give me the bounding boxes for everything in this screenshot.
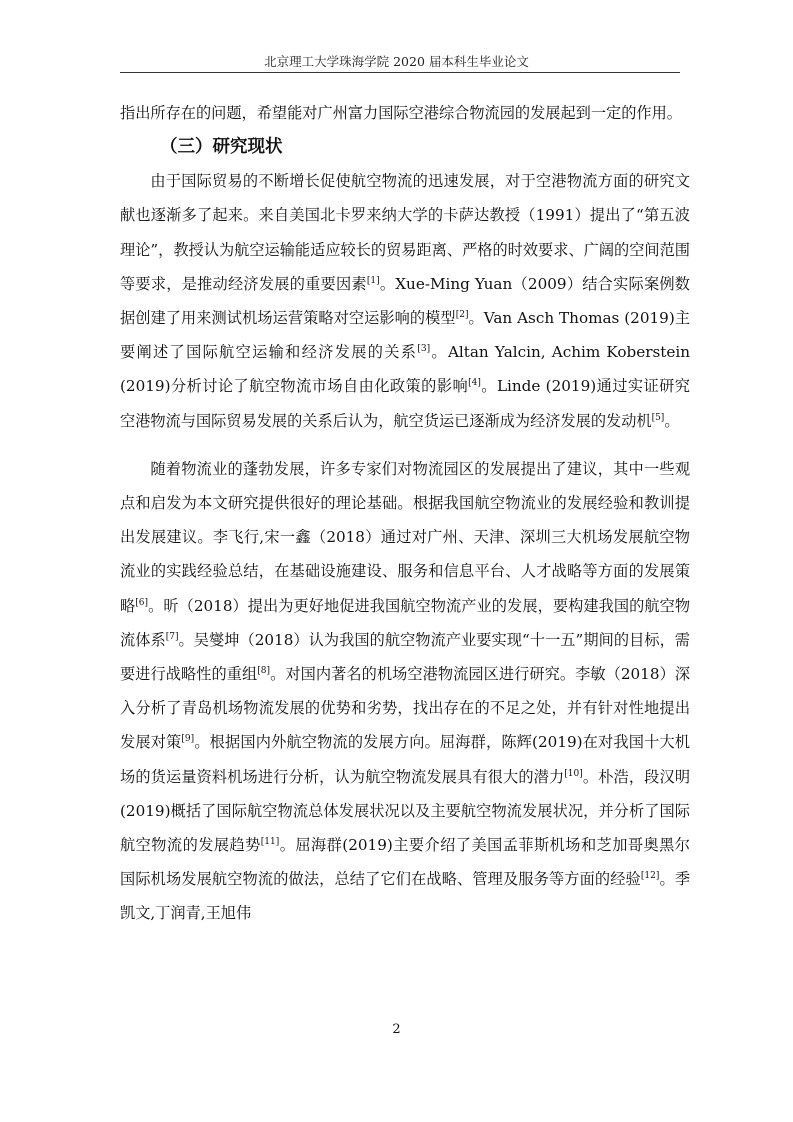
text-run: 随着物流业的蓬勃发展，许多专家们对物流园区的发展提出了建议，其中一些观点和启发为本文研究提供很好的理论基础。根据我国航空物流业的发展经验和教训提出发展建议。李飞行,宋一鑫（2018）通过对广州、天津、深圳三大机场发展航空物流业的实践经验总结，在基础设施建设、服务和信息平台、人才战略等方面的发展策略 [120,459,690,615]
body-text [120,96,690,931]
citation-ref: [2] [455,309,469,320]
text-run: 。Altan Yalcin, Achim Koberstein (2019)分析讨论了航空物流市场自由化政策的影响 [120,343,691,396]
citation-ref: [4] [468,378,481,389]
paragraph-text: 指出所存在的问题，希望能对广州富力国际空港综合物流园的发展起到一定的作用。 [120,104,682,122]
text-run: 。Xue-Ming Yuan（2009）结合实际案例数据创建了用来测试机场运营策略对空运影响的模型 [120,274,690,328]
citation-ref: [9] [181,734,195,745]
citation-ref: [12] [640,871,660,882]
text-run: 。屈海群(2019)主要介绍了美国孟菲斯机场和芝加哥奥黑尔国际机场发展航空物流的做法，总结了它们在战略、管理及服务等方面的经验 [120,836,690,889]
paragraph-continuation [120,96,690,130]
text-run: 。朴浩，段汉明(2019)概括了国际航空物流总体发展状况以及主要航空物流发展状况，并分析了国际航空物流的发展趋势 [120,767,691,855]
citation-ref: [3] [417,344,431,355]
page-number: 2 [392,1022,401,1037]
text-run: 。昕（2018）提出为更好地促进我国航空物流产业的发展，要构建我国的航空物流体系 [120,596,691,649]
citation-ref: [8] [257,665,271,676]
citation-ref: [6] [135,597,149,608]
citation-ref: [10] [564,768,583,779]
text-run: 。 [664,411,680,430]
citation-ref: [11] [260,837,280,847]
text-run: 。季凯文,丁润青,王旭伟 [120,870,691,923]
section-heading: （三）研究现状 [160,137,283,158]
running-header: 北京理工大学珠海学院 2020 届本科生毕业论文 [264,54,529,69]
text-run: 。根据国内外航空物流的发展方向。屈海群，陈辉(2019)在对我国十大机场的货运量资料机场进行分析，认为航空物流发展具有很大的潜力 [120,733,690,786]
text-run: 。Linde (2019)通过实证研究空港物流与国际贸易发展的关系后认为，航空货运已逐渐成为经济发展的发动机 [120,377,690,430]
text-run: 。对国内著名的机场空港物流园区进行研究。李敏（2018）深入分析了青岛机场物流发展的优势和劣势，找出存在的不足之处，并有针对性地提出发展对策 [120,665,691,752]
paragraph-research-domestic [120,452,690,931]
citation-ref: [7] [165,631,179,642]
text-run: 。吴燮坤（2018）认为我国的航空物流产业要实现“十一五”期间的目标，需要进行战略性的重组 [120,630,690,684]
citation-ref: [1] [366,275,380,286]
paragraph-gap [120,438,690,452]
citation-ref: [5] [651,412,665,423]
text-run: 。Van Asch Thomas (2019)主要阐述了国际航空运输和经济发展的关系 [120,309,691,362]
paragraph-research-abroad [120,164,690,438]
text-run: 由于国际贸易的不断增长促使航空物流的迅速发展，对于空港物流方面的研究文献也逐渐多了起来。来自美国北卡罗来纳大学的卡萨达教授（1991）提出了“第五波理论”，教授认为航空运输能适应较长的贸易距离、严格的时效要求、广阔的空间范围等要求，是推动经济发展的重要因素 [120,172,690,293]
header-rule [120,72,680,73]
